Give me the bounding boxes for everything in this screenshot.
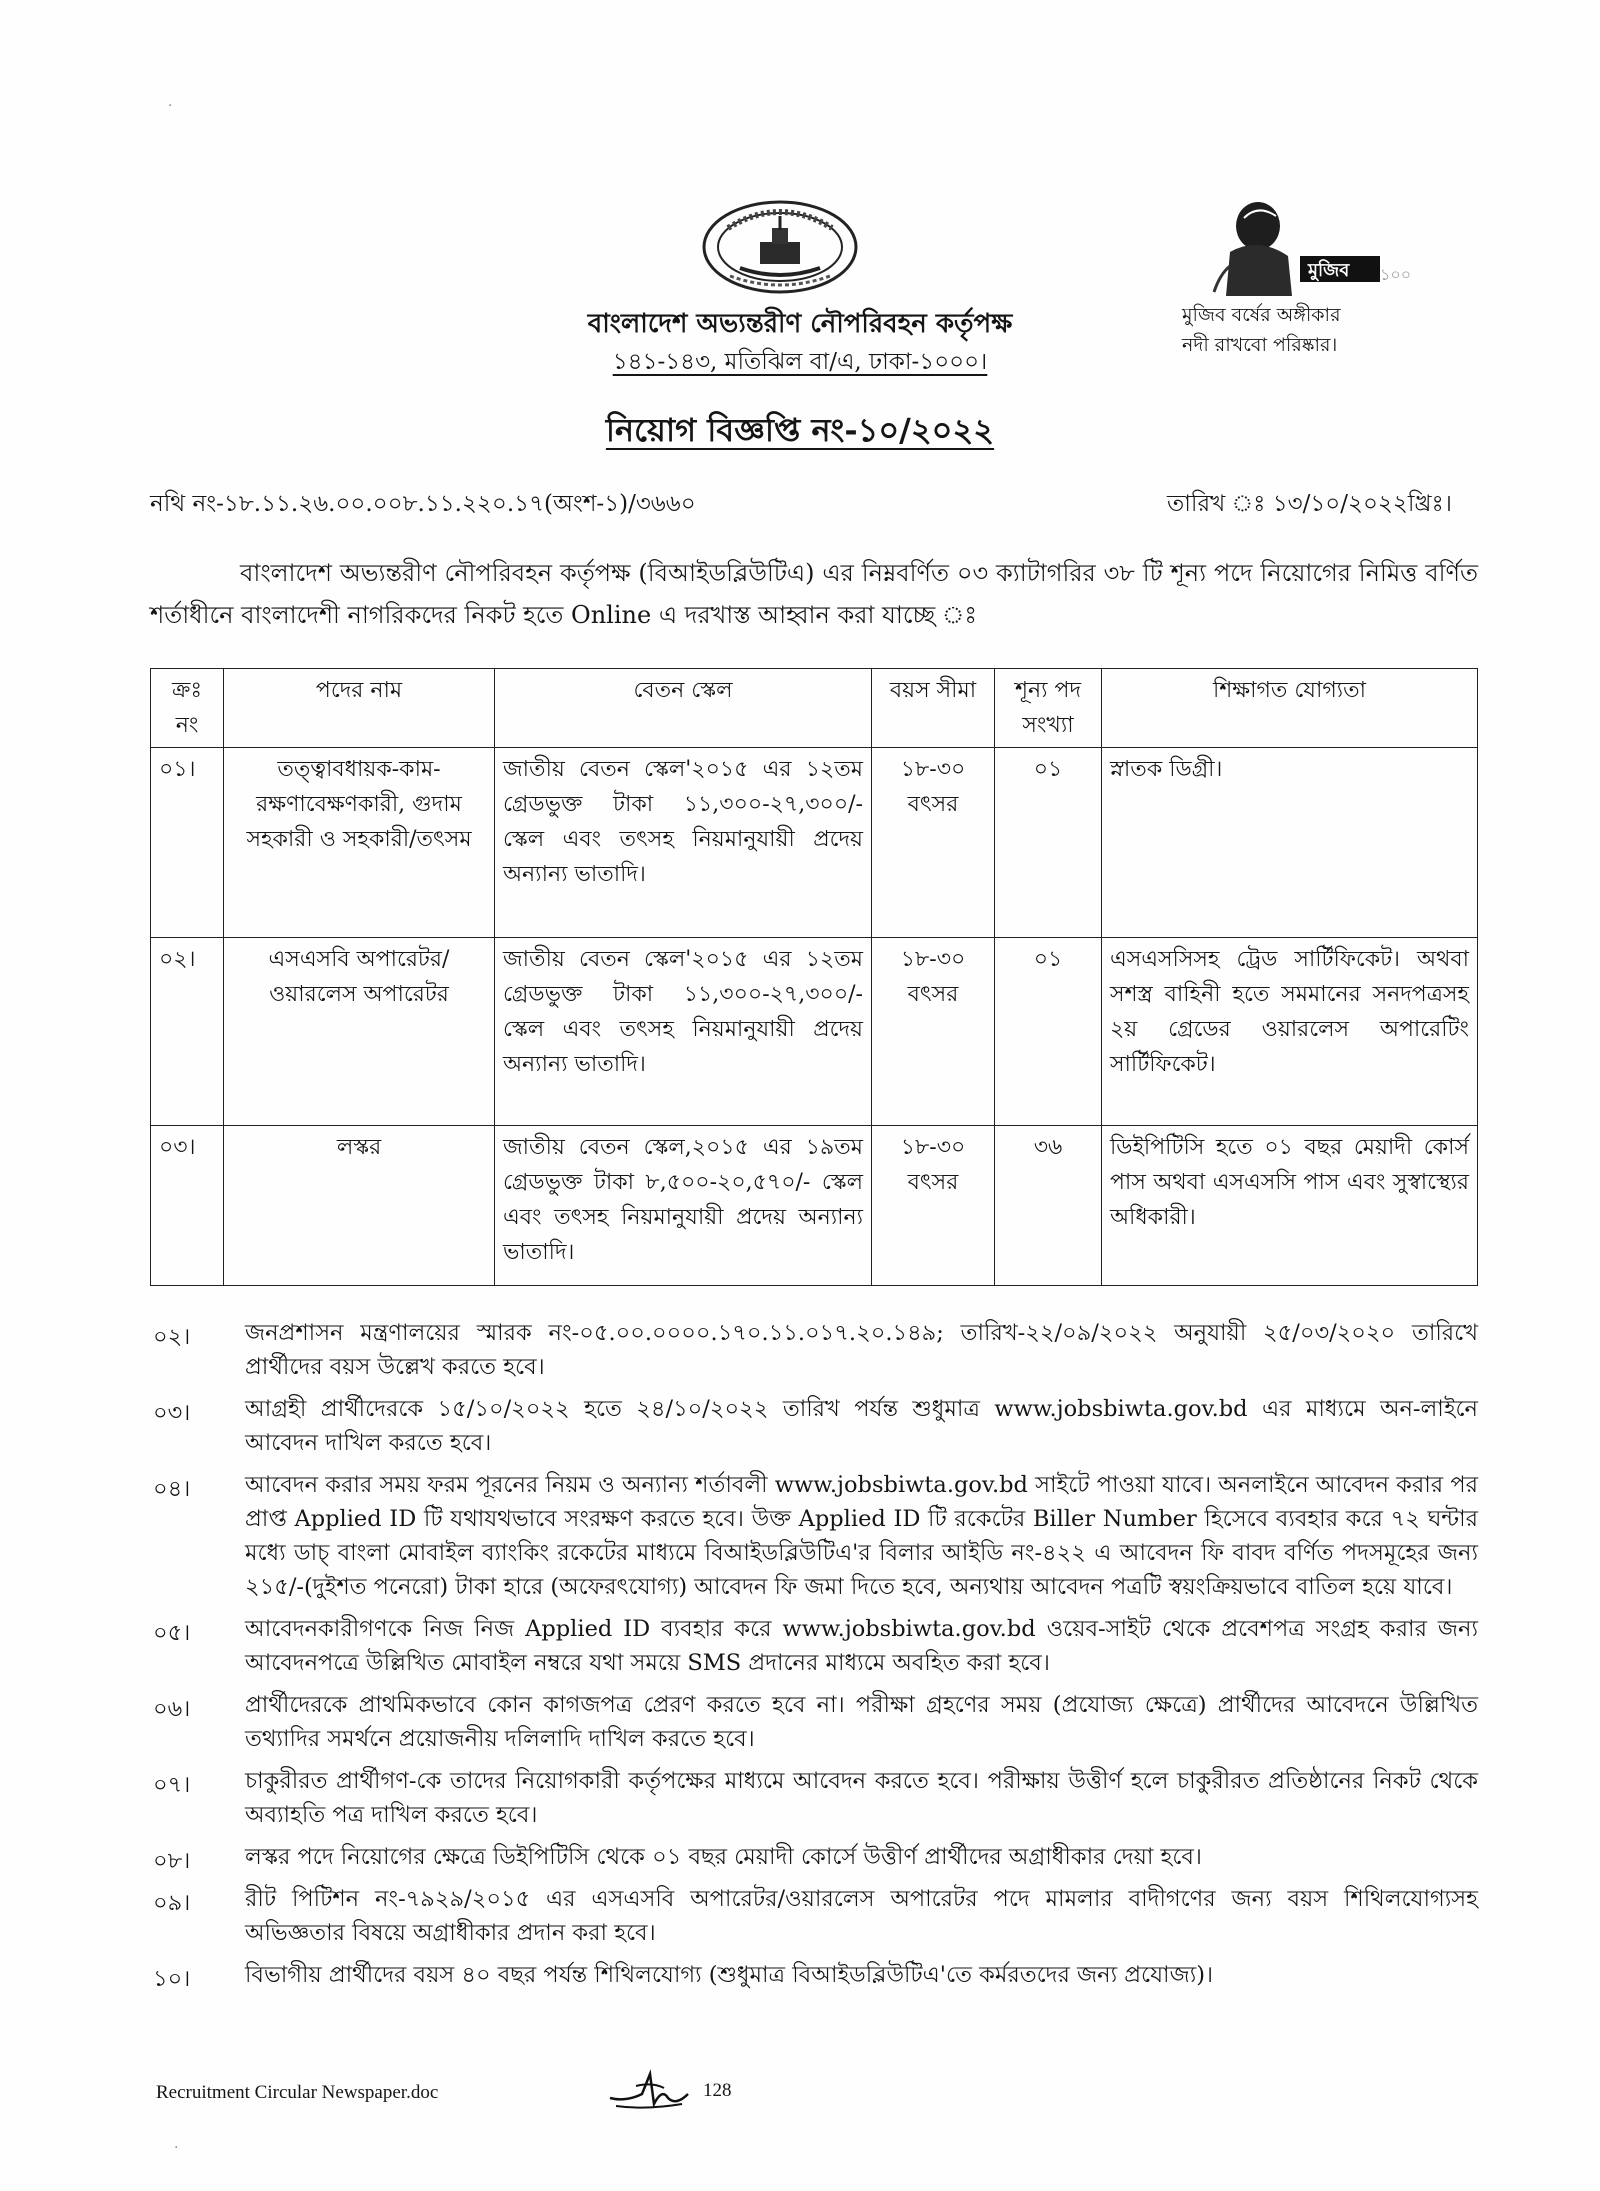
item-number: ০৬। xyxy=(153,1696,191,1722)
table-row xyxy=(151,748,1478,938)
item-text: লস্কর পদে নিয়োগের ক্ষেত্রে ডিইপিটিসি থেকে ০১ বছর মেয়াদী কোর্সে উত্তীর্ণ প্রার্থীদের অগ্রাধীকার দেয়া হবে। xyxy=(245,1844,1202,1870)
item-text: রীট পিটিশন নং-৭৯২৯/২০১৫ এর এসএসবি অপারেটর/ওয়ারলেস অপারেটর পদে মামলার বাদীগণের জন্য বয়স শিথিলযোগ্যসহ অভিজ্ঞতার বিষয়ে অগ্রাধীকার প্রদান করা হবে। xyxy=(245,1886,1478,1946)
item-text: আবেদন করার সময় ফরম পূরনের নিয়ম ও অন্যান্য শর্তাবলী www.jobsbiwta.gov.bd সাইটে পাওয়া যাবে। অনলাইনে আবেদন করার পর প্রাপ্ত Applied ID টি যথাযথভাবে সংরক্ষণ করতে হবে। উক্ত Applied ID টি রকেটের Biller Number হিসেবে ব্যবহার করে ৭২ ঘন্টার মধ্যে ডাচ্ বাংলা মোবাইল ব্যাংকিং রকেটের মাধ্যমে বিআইডব্লিউটিএ'র বিলার আইডি নং-৪২২ এ আবেদন ফি বাবদ বর্ণিত পদসমূহের জন্য ২১৫/-(দুইশত পনেরো) টাকা হারে (অফেরৎযোগ্য) আবেদন ফি জমা দিতে হবে, অন্যথায় আবেদন পত্রটি স্বয়ংক্রিয়ভাবে বাতিল হয়ে যাবে। xyxy=(245,1472,1478,1600)
table-row xyxy=(151,938,1478,1126)
row-serial: ০১। xyxy=(151,748,224,938)
item-text: জনপ্রশাসন মন্ত্রণালয়ের স্মারক নং-০৫.০০.০০০০.১৭০.১১.০১৭.২০.১৪৯; তারিখ-২২/০৯/২০২২ অনুযায়ী ২৫/০৩/২০২০ তারিখে প্রার্থীদের বয়স উল্লেখ করতে হবে। xyxy=(245,1320,1478,1380)
list-item xyxy=(150,1316,1478,1384)
row-age-limit: ১৮-৩০ বৎসর xyxy=(872,748,995,938)
item-text: আগ্রহী প্রার্থীদেরকে ১৫/১০/২০২২ হতে ২৪/১০/২০২২ তারিখ পর্যন্ত শুধুমাত্র www.jobsbiwta.gov.bd এর মাধ্যমে অন-লাইনে আবেদন দাখিল করতে হবে। xyxy=(245,1396,1478,1456)
item-number: ১০। xyxy=(153,1966,191,1992)
notice-title xyxy=(420,405,1180,459)
vacancy-table xyxy=(150,668,1478,1286)
signature-icon xyxy=(606,2068,692,2114)
row-pay-scale: জাতীয় বেতন স্কেল'২০১৫ এর ১২তম গ্রেডভুক্ত টাকা ১১,৩০০-২৭,৩০০/- স্কেল এবং তৎসহ নিয়মানুযায়ী প্রদেয় অন্যান্য ভাতাদি। xyxy=(495,938,872,1126)
row-vacancies: ০১ xyxy=(995,938,1102,1126)
table-header-row xyxy=(151,669,1478,748)
list-item xyxy=(150,1882,1478,1950)
mujib-portrait-icon xyxy=(1196,196,1412,296)
item-text: আবেদনকারীগণকে নিজ নিজ Applied ID ব্যবহার করে www.jobsbiwta.gov.bd ওয়েব-সাইট থেকে প্রবেশপত্র সংগ্রহ করার জন্য আবেদনপত্রে উল্লিখিত মোবাইল নম্বরে যথা সময়ে SMS প্রদানের মাধ্যমে অবহিত করা হবে। xyxy=(245,1616,1478,1676)
conditions-list xyxy=(150,1316,1478,2000)
scan-speck: · xyxy=(174,2140,179,2156)
header-qualification: শিক্ষাগত যোগ্যতা xyxy=(1102,669,1478,748)
row-post-name: তত্ত্বাবধায়ক-কাম-রক্ষণাবেক্ষণকারী, গুদাম সহকারী ও সহকারী/তৎসম xyxy=(224,748,495,938)
row-post-name: এসএসবি অপারেটর/ ওয়ারলেস অপারেটর xyxy=(224,938,495,1126)
row-pay-scale: জাতীয় বেতন স্কেল,২০১৫ এর ১৯তম গ্রেডভুক্ত টাকা ৮,৫০০-২০,৫৭০/- স্কেল এবং তৎসহ নিয়মানুযায়ী প্রদেয় অন্যান্য ভাতাদি। xyxy=(495,1126,872,1286)
row-vacancies: ০১ xyxy=(995,748,1102,938)
header-age-limit: বয়স সীমা xyxy=(872,669,995,748)
table-row xyxy=(151,1126,1478,1286)
scan-speck: · xyxy=(168,98,173,114)
slogan-line-1: মুজিব বর্ষের অঙ্গীকার xyxy=(1182,304,1341,326)
row-pay-scale: জাতীয় বেতন স্কেল'২০১৫ এর ১২তম গ্রেডভুক্ত টাকা ১১,৩০০-২৭,৩০০/- স্কেল এবং তৎসহ নিয়মানুযায়ী প্রদেয় অন্যান্য ভাতাদি। xyxy=(495,748,872,938)
list-item xyxy=(150,1392,1478,1460)
intro-paragraph: বাংলাদেশ অভ্যন্তরীণ নৌপরিবহন কর্তৃপক্ষ (বিআইডব্লিউটিএ) এর নিম্নবর্ণিত ০৩ ক্যাটাগরির ৩৮ টি শূন্য পদে নিয়োগের নিমিত্ত বর্ণিত শর্তাধীনে বাংলাদেশী নাগরিকদের নিকট হতে Online এ দরখাস্ত আহ্বান করা যাচ্ছে ঃ xyxy=(150,559,1478,629)
list-item xyxy=(150,1468,1478,1604)
item-number: ০৭। xyxy=(153,1772,191,1798)
header-serial: ক্রঃ নং xyxy=(151,669,224,748)
row-qualification: এসএসসিসহ ট্রেড সার্টিফিকেট। অথবা সশস্ত্র বাহিনী হতে সমমানের সনদপত্রসহ ২য় গ্রেডের ওয়ারলেস অপারেটিং সার্টিফিকেট। xyxy=(1102,938,1478,1126)
organization-address xyxy=(420,343,1180,382)
list-item xyxy=(150,1958,1478,1992)
item-number: ০৩। xyxy=(153,1400,191,1426)
row-post-name: লস্কর xyxy=(224,1126,495,1286)
list-item xyxy=(150,1612,1478,1680)
page-number: 128 xyxy=(703,2080,732,2101)
list-item xyxy=(150,1688,1478,1756)
svg-text:১০০: ১০০ xyxy=(1380,265,1412,284)
item-number: ০৯। xyxy=(153,1890,191,1916)
memo-number: নথি নং-১৮.১১.২৬.০০.০০৮.১১.২২০.১৭(অংশ-১)/৩৬৬০ xyxy=(150,491,696,517)
item-number: ০২। xyxy=(153,1324,191,1350)
portrait-caption: মুজিব xyxy=(1308,260,1350,281)
organization-name: বাংলাদেশ অভ্যন্তরীণ নৌপরিবহন কর্তৃপক্ষ xyxy=(587,309,1013,339)
row-age-limit: ১৮-৩০ বৎসর xyxy=(872,938,995,1126)
biwta-seal-icon xyxy=(700,198,860,296)
item-number: ০৮। xyxy=(153,1848,191,1874)
item-number: ০৪। xyxy=(153,1476,191,1502)
slogan xyxy=(1182,300,1442,360)
row-vacancies: ৩৬ xyxy=(995,1126,1102,1286)
header-vacancies: শূন্য পদ সংখ্যা xyxy=(995,669,1102,748)
footer-filename: Recruitment Circular Newspaper.doc xyxy=(156,2082,439,2103)
notice-date: তারিখ ঃ ১৩/১০/২০২২খ্রিঃ। xyxy=(1167,491,1452,517)
slogan-line-2: নদী রাখবো পরিষ্কার। xyxy=(1182,334,1338,356)
notice-title-text: নিয়োগ বিজ্ঞপ্তি নং-১০/২০২২ xyxy=(605,411,995,449)
header-pay-scale: বেতন স্কেল xyxy=(495,669,872,748)
item-text: প্রার্থীদেরকে প্রাথমিকভাবে কোন কাগজপত্র প্রেরণ করতে হবে না। পরীক্ষা গ্রহণের সময় (প্রযোজ্য ক্ষেত্রে) প্রার্থীদের আবেদনে উল্লিখিত তথ্যাদির সমর্থনে প্রয়োজনীয় দলিলাদি দাখিল করতে হবে। xyxy=(245,1692,1478,1752)
item-text: বিভাগীয় প্রার্থীদের বয়স ৪০ বছর পর্যন্ত শিথিলযোগ্য (শুধুমাত্র বিআইডব্লিউটিএ'তে কর্মরতদের জন্য প্রযোজ্য)। xyxy=(245,1962,1214,1988)
list-item xyxy=(150,1764,1478,1832)
row-qualification: স্নাতক ডিগ্রী। xyxy=(1102,748,1478,938)
item-number: ০৫। xyxy=(153,1620,191,1646)
list-item xyxy=(150,1840,1478,1874)
row-serial: ০২। xyxy=(151,938,224,1126)
row-age-limit: ১৮-৩০ বৎসর xyxy=(872,1126,995,1286)
item-text: চাকুরীরত প্রার্থীগণ-কে তাদের নিয়োগকারী কর্তৃপক্ষের মাধ্যমে আবেদন করতে হবে। পরীক্ষায় উত্তীর্ণ হলে চাকুরীরত প্রতিষ্ঠানের নিকট থেকে অব্যাহতি পত্র দাখিল করতে হবে। xyxy=(245,1768,1478,1828)
row-qualification: ডিইপিটিসি হতে ০১ বছর মেয়াদী কোর্স পাস অথবা এসএসসি পাস এবং সুস্বাস্থ্যের অধিকারী। xyxy=(1102,1126,1478,1286)
row-serial: ০৩। xyxy=(151,1126,224,1286)
address-text: ১৪১-১৪৩, মতিঝিল বা/এ, ঢাকা-১০০০। xyxy=(612,349,988,375)
header-post-name: পদের নাম xyxy=(224,669,495,748)
